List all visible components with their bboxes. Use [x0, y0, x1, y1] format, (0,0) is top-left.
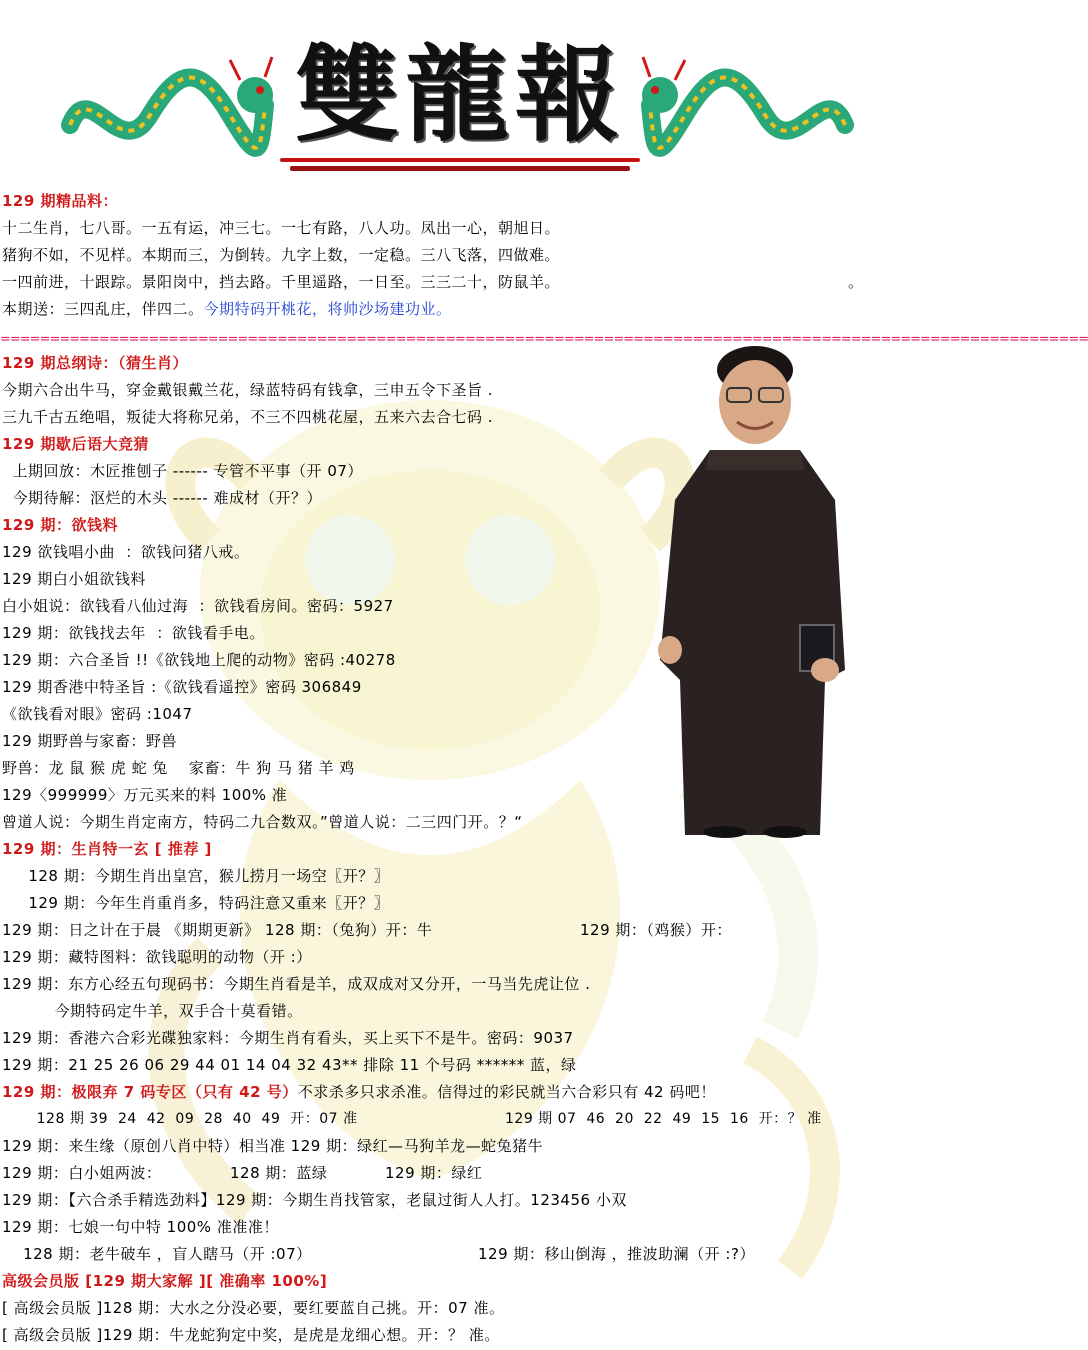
text-line: 128 期：老牛破车 ，盲人瞎马（开 :07） [2, 1245, 312, 1263]
dragon-left-image [60, 55, 275, 175]
section-title-riddle: 129 期歇后语大竞猜 [2, 435, 150, 453]
masthead-underline [280, 158, 640, 175]
section-title-shengxiao: 129 期：生肖特一玄 [ 推荐 ] [2, 840, 212, 858]
highlight-text: 今期特码开桃花，将帅沙场建功业。 [203, 300, 452, 318]
text-segment: 本期送：三四乱庄，伴四二。 [2, 300, 204, 318]
text-line: 曾道人说：今期生肖定南方，特码二九合数双。”曾道人说：二三四门开。？“ [2, 813, 523, 831]
text-line: 十二生肖，七八哥。一五有运，冲三七。一七有路，八人功。凤出一心，朝旭日。 [2, 219, 561, 237]
text-line: 129 期香港中特圣旨 :《欲钱看遥控》密码 306849 [2, 678, 362, 696]
text-line: 今期待解：沤烂的木头 ------ 难成材（开？） [2, 489, 323, 507]
text-line: 野兽：龙 鼠 猴 虎 蛇 兔 家畜：牛 狗 马 猪 羊 鸡 [2, 759, 355, 777]
text-line: 129 期：七娘一句中特 100% 准准准！ [2, 1218, 279, 1236]
text-line: 白小姐说：欲钱看八仙过海 ：欲钱看房间。密码：5927 [2, 597, 394, 615]
text-line: 今期六合出牛马，穿金戴银戴兰花，绿蓝特码有钱拿，三申五令下圣旨 . [2, 381, 494, 399]
header [0, 0, 900, 190]
text-line: 129 期野兽与家畜：野兽 [2, 732, 177, 750]
section-title-qima: 129 期：极限弃 7 码专区（只有 42 号） [2, 1083, 298, 1101]
text-line: [ 高级会员版 ]128 期：大水之分没必要，要红要蓝自己挑。开：07 准。 [2, 1299, 505, 1317]
text-line: 129 期：白小姐两波： [2, 1164, 162, 1182]
text-line: 猪狗不如，不见样。本期而三，为倒转。九字上数，一定稳。三八飞落，四做难。 [2, 246, 561, 264]
text-line: 129 期：日之计在于晨 《期期更新》 128 期：（兔狗）开：牛 [2, 921, 433, 939]
text-line: 129 欲钱唱小曲 ：欲钱问猪八戒。 [2, 543, 250, 561]
text-line [2, 296, 452, 322]
text-line: 128 期：蓝绿 [230, 1164, 328, 1182]
text-line: [ 高级会员版 ]129 期：牛龙蛇狗定中奖，是虎是龙细心想。开：？ 准。 [2, 1326, 500, 1344]
stray-dot: 。 [848, 273, 864, 291]
text-line: 129 期：东方心经五句现码书：今期生肖看是羊，成双成对又分开，一马当先虎让位 . [2, 975, 591, 993]
text-line: 129 期：移山倒海 ，推波助澜（开 :?） [478, 1245, 755, 1263]
man-in-robe-photo [655, 340, 900, 835]
masthead-title: 雙龍報 [294, 33, 625, 156]
text-line: 129 期：21 25 26 06 29 44 01 14 04 32 43** 排除 11 个号码 ****** 蓝，绿 [2, 1056, 577, 1074]
text-line [2, 1079, 716, 1105]
text-line: 上期回放：木匠推刨子 ------ 专管不平事（开 07） [2, 462, 363, 480]
text-line: 128 期 39 24 42 09 28 40 49 开：07 准 [2, 1111, 358, 1127]
text-line: 129 期：绿红 [385, 1164, 483, 1182]
text-line: 129 期：来生缘（原创八肖中特）相当准 129 期：绿红—马狗羊龙—蛇兔猪牛 [2, 1137, 544, 1155]
separator-line: ============================================================================================================== [0, 332, 1088, 347]
text-line: 129 期：欲钱找去年 ：欲钱看手电。 [2, 624, 265, 642]
text-line: 129 期 07 46 20 22 49 15 16 开：？ 准 [505, 1111, 822, 1127]
text-line: 129 期白小姐欲钱料 [2, 570, 146, 588]
text-line: 129 期：今年生肖重肖多，特码注意又重来〖开？〗 [2, 894, 390, 912]
text-line: 129 期：【六合杀手精选劲料】129 期：今期生肖找管家，老鼠过街人人打。123456 小双 [2, 1191, 627, 1209]
section-title-jingpin: 129 期精品料： [2, 192, 119, 210]
text-segment: 不求杀多只求杀准。信得过的彩民就当六合彩只有 42 码吧！ [297, 1083, 716, 1101]
section-title-member: 高级会员版 [129 期大家解 ][ 准确率 100%] [2, 1272, 328, 1290]
text-line: 三九千古五绝唱，叛徒大将称兄弟，不三不四桃花屋，五来六去合七码 . [2, 408, 494, 426]
section-title-poem: 129 期总纲诗：（猜生肖） [2, 354, 189, 372]
text-line: 129 期：（鸡猴）开： [580, 921, 732, 939]
dragon-right-image [640, 55, 855, 175]
text-line: 129 期：藏特图料：欲钱聪明的动物（开 :） [2, 948, 312, 966]
text-line: 一四前进，十跟踪。景阳岗中，挡去路。千里遥路，一日至。三三二十，防鼠羊。 [2, 273, 561, 291]
text-line: 今期特码定牛羊，双手合十莫看错。 [2, 1002, 303, 1020]
section-title-yuqian: 129 期：欲钱料 [2, 516, 119, 534]
text-line: 129 期：六合圣旨 !!《欲钱地上爬的动物》密码 :40278 [2, 651, 396, 669]
text-line: 129 期：香港六合彩光碟独家料：今期生肖有看头，买上买下不是牛。密码：9037 [2, 1029, 574, 1047]
text-line: 128 期：今期生肖出皇宫，猴儿捞月一场空〖开？〗 [2, 867, 390, 885]
text-line: 129〈999999〉万元买来的料 100% 准 [2, 786, 288, 804]
text-line: 《欲钱看对眼》密码 :1047 [2, 705, 193, 723]
